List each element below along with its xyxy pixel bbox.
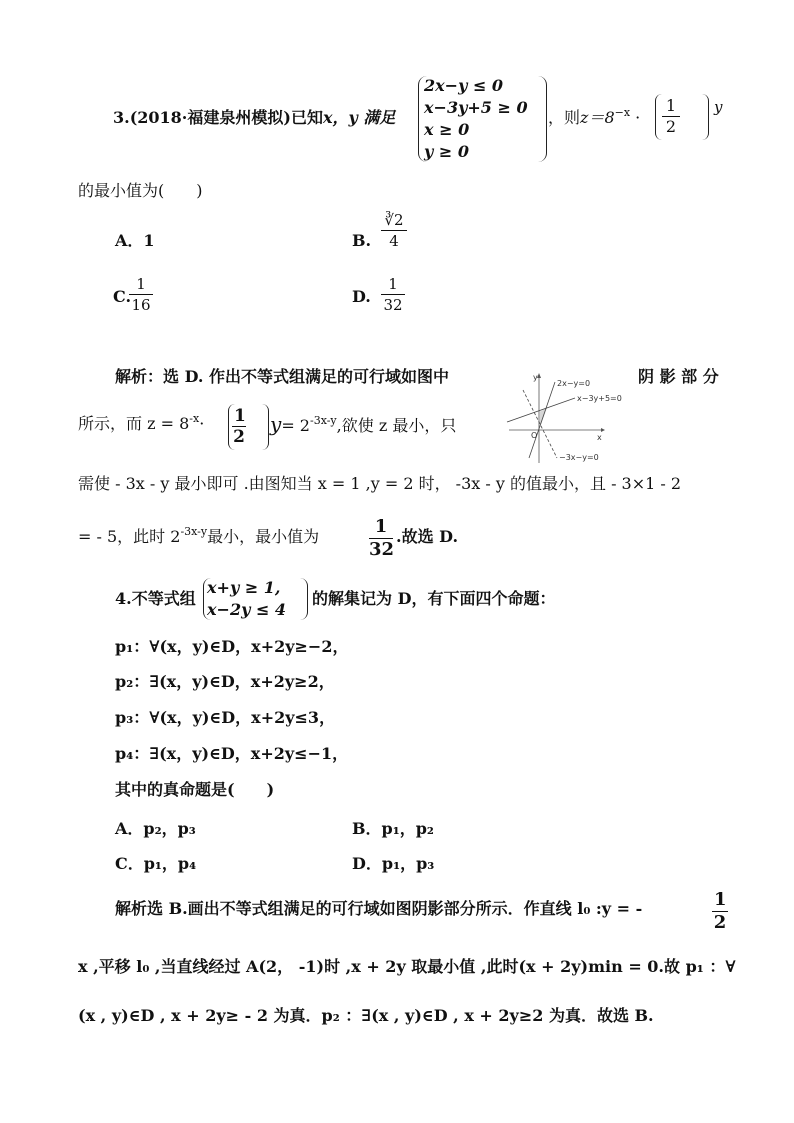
graph-shaded-region xyxy=(539,408,547,430)
q4-ask: 其中的真命题是( ) xyxy=(115,780,275,799)
q3-tail: 的最小值为( ) xyxy=(78,181,203,200)
q4-system-brace-right xyxy=(300,578,308,620)
q3-y-exponent: y xyxy=(714,98,723,116)
q3-ineq-1: 2x−y ≤ 0 xyxy=(424,76,504,95)
q3-half-fraction xyxy=(662,96,680,137)
q3-half-den: 2 xyxy=(665,117,677,136)
q3-sol-l2-dot: · xyxy=(199,414,205,433)
q3-sol-l4c: .故选 D. xyxy=(396,527,459,546)
q3-sol-l4-den: 32 xyxy=(369,539,395,560)
q4-ineq-2: x−2y ≤ 4 xyxy=(207,600,287,619)
q3-sol-min-fraction xyxy=(369,516,393,561)
q3-solution-line-2 xyxy=(78,413,204,437)
q3-sol-l2b: = 2 xyxy=(281,416,310,435)
q3-sol-l4-exp: -3x-y xyxy=(180,525,208,538)
q3-option-b-fraction xyxy=(381,210,407,251)
q4-solution-line-2: x ,平移 l₀ ,当直线经过 A(2， -1)时 ,x + 2y 取最小值 ,此时(x + 2y)min = 0.故 p₁ ：∀ xyxy=(78,957,736,976)
q3-z-exp: −x xyxy=(614,106,631,119)
q4-sol-half-fraction xyxy=(712,889,728,934)
graph-x-arrow xyxy=(601,428,605,432)
q3-sol-l2c: ,欲使 z 最小，只 xyxy=(336,416,457,435)
q4-ineq-1: x+y ≥ 1, xyxy=(207,578,281,597)
q3-option-a: A．1 xyxy=(115,231,155,250)
q3-option-b-den: 4 xyxy=(389,232,399,250)
q4-option-b: B．p₁，p₂ xyxy=(352,819,434,838)
q4-sol-half-den: 2 xyxy=(713,912,727,933)
q4-proposition-p3: p₃：∀(x，y)∈D，x+2y≤3， xyxy=(115,708,336,727)
graph-label-3: −3x−y=0 xyxy=(559,453,599,462)
q3-paren-right xyxy=(702,94,709,140)
graph-label-1: 2x−y=0 xyxy=(557,379,591,388)
q3-sol-l2-exp2: -3x-y xyxy=(309,414,337,427)
graph-label-2: x−3y+5=0 xyxy=(577,394,622,403)
q3-z-expression xyxy=(548,107,640,131)
q3-sol-half-den: 2 xyxy=(233,427,245,447)
q3-solution-line-1b: 阴 影 部 分 xyxy=(638,367,719,386)
q4-option-d: D．p₁，p₃ xyxy=(352,854,435,873)
q3-ineq-4: y ≥ 0 xyxy=(424,142,469,161)
q4-solution-line-1: 解析选 B.画出不等式组满足的可行域如图阴影部分所示．作直线 l₀ :y = - xyxy=(115,899,643,918)
q3-option-c-fraction xyxy=(129,274,153,315)
q3-option-c-label: C. xyxy=(113,287,132,306)
q3-option-d-num: 1 xyxy=(381,274,405,295)
q3-system-brace-right xyxy=(538,76,547,162)
q4-proposition-p2: p₂：∃(x，y)∈D，x+2y≥2， xyxy=(115,672,335,691)
q3-sol-l2-exp: -x xyxy=(189,412,200,425)
q3-inequality-system xyxy=(424,75,528,163)
q3-paren-left xyxy=(655,94,662,140)
q3-half-num: 1 xyxy=(662,96,680,117)
q3-sol-half-fraction xyxy=(232,406,246,447)
graph-y-label: y xyxy=(533,373,538,382)
q3-sol-l2-y: y xyxy=(270,412,282,436)
q3-solution-line-2b xyxy=(270,413,456,439)
graph-origin-label: O xyxy=(531,431,538,440)
q4-proposition-p1: p₁：∀(x，y)∈D，x+2y≥−2， xyxy=(115,637,349,656)
q4-stem: 4.不等式组 xyxy=(115,589,196,608)
q3-option-d-fraction xyxy=(381,274,405,315)
q4-sol-half-num: 1 xyxy=(714,889,727,910)
q3-sol-l2a: 所示，而 z = 8 xyxy=(78,414,190,433)
q3-sol-paren-right xyxy=(262,404,269,450)
q3-stem xyxy=(113,107,395,129)
q3-sol-half-num: 1 xyxy=(234,406,246,426)
q3-feasible-region-graph xyxy=(505,368,630,468)
q3-vars: x，y 满足 xyxy=(322,108,396,127)
q4-inequality-system xyxy=(207,577,286,621)
q4-option-a: A．p₂，p₃ xyxy=(115,819,196,838)
q3-z: z＝8 xyxy=(580,108,615,127)
q3-solution-line-1: 解析：选 D. 作出不等式组满足的可行域如图中 xyxy=(115,367,450,386)
graph-x-label: x xyxy=(597,433,602,442)
q3-ineq-3: x ≥ 0 xyxy=(424,120,470,139)
q3-sol-l4-num: 1 xyxy=(369,516,393,539)
q3-dot: · xyxy=(635,108,641,127)
q3-sol-l4b: 最小，最小值为 xyxy=(207,527,320,546)
q3-option-b-label: B. xyxy=(352,231,372,250)
q3-then: ，则 xyxy=(548,108,581,127)
q3-option-d-den: 32 xyxy=(383,296,403,314)
q3-option-c-den: 16 xyxy=(131,296,151,314)
q3-sol-l4a: = - 5，此时 2 xyxy=(78,527,181,546)
graph-line-2x-y xyxy=(529,382,555,458)
q4-proposition-p4: p₄：∃(x，y)∈D，x+2y≤−1， xyxy=(115,744,349,763)
q3-solution-line-4 xyxy=(78,526,319,550)
q4-stem-tail: 的解集记为 D，有下面四个命题： xyxy=(312,589,556,608)
q3-stem-number: 3.(2018·福建泉州模拟)已知 xyxy=(113,108,323,127)
q3-solution-line-3: 需使 - 3x - y 最小即可 .由图知当 x = 1 ,y = 2 时， -3x - y 的值最小，且 - 3×1 - 2 xyxy=(78,474,682,493)
q3-option-d-label: D. xyxy=(352,287,371,306)
q3-ineq-2: x−3y+5 ≥ 0 xyxy=(424,98,528,117)
q4-option-c: C．p₁，p₄ xyxy=(115,854,197,873)
q3-option-b-num: ∛2 xyxy=(381,210,407,231)
q4-solution-line-3: (x , y)∈D , x + 2y≥ - 2 为真．p₂ ：∃(x , y)∈D , x + 2y≥2 为真．故选 B. xyxy=(78,1006,654,1025)
q3-option-c-num: 1 xyxy=(129,274,153,295)
